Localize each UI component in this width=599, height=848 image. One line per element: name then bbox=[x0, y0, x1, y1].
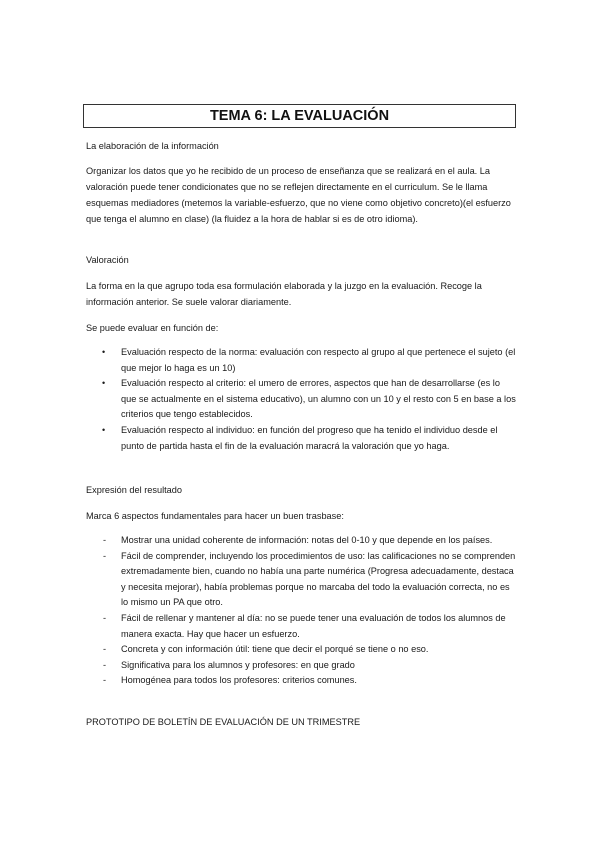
evaluation-types-list bbox=[86, 345, 516, 454]
dash-icon: - bbox=[103, 550, 107, 561]
paragraph-valoracion: La forma en la que agrupo toda esa formulación elaborada y la juzgo en la evaluación. Recoge la información anterior. Se suele valorar diariamente. bbox=[86, 281, 482, 307]
list-item bbox=[86, 611, 516, 642]
list-item-text: Evaluación respecto al individuo: en función del progreso que ha tenido el individuo desde el punto de partida hasta el fin de la evaluación maracrá la valoración que yo haga. bbox=[121, 424, 498, 451]
list-item-text: Significativa para los alumnos y profesores: en que grado bbox=[121, 659, 355, 670]
list-item-text: Evaluación respecto de la norma: evaluación con respecto al grupo al que pertenece el sujeto (el que mejor lo haga es un 10) bbox=[121, 347, 516, 373]
page-title: TEMA 6: LA EVALUACIÓN bbox=[83, 104, 516, 128]
bullet-icon: • bbox=[102, 378, 106, 389]
section-heading-valoracion: Valoración bbox=[86, 255, 129, 265]
dash-icon: - bbox=[103, 675, 107, 686]
list-item bbox=[86, 533, 516, 549]
dash-icon: - bbox=[103, 612, 107, 623]
dash-icon: - bbox=[103, 659, 107, 670]
list-item bbox=[86, 658, 516, 674]
list-item-text: Fácil de comprender, incluyendo los procedimientos de uso: las calificaciones no se comprenden extremadamente bien, cuando no había una parte numérica (Progresa adecuadamente, destaca y necesita mejorar), había problemas porque no marcaba del todo la evaluación correcta, no es lo mismo un PA que otro. bbox=[121, 550, 516, 608]
list-item-text: Mostrar una unidad coherente de información: notas del 0-10 y que depende en los países. bbox=[121, 535, 493, 545]
aspects-list bbox=[86, 533, 516, 689]
list-item-text: Fácil de rellenar y mantener al día: no se puede tener una evaluación de todos los alumnos de manera exacta. Hay que hacer un esfuerzo. bbox=[121, 612, 506, 639]
section-heading-resultado: Expresión del resultado bbox=[86, 485, 183, 495]
list-item bbox=[86, 642, 516, 658]
list-item bbox=[86, 376, 516, 423]
list-item bbox=[86, 423, 516, 454]
list-item bbox=[86, 673, 516, 689]
paragraph-elaboracion: Organizar los datos que yo he recibido de un proceso de enseñanza que se realizará en el aula. La valoración puede tener condicionates que no se reflejen directamente en el curriculum. Se le llama esquemas mediadores (metemos la variable-esfuerzo, que no viene como objetivo concreto)(el esfuerzo que tenga el alumno en clase) (la fluidez a la hora de hablar si es de otro idioma). bbox=[86, 166, 511, 224]
list-item-text: Evaluación respecto al criterio: el umero de errores, aspectos que han de desarrollarse (es lo que se actualmente en el sistema educativo), un alumno con un 10 y el resto con 5 en base a los criterios que tengo establecidos. bbox=[121, 378, 516, 420]
bullet-icon: • bbox=[102, 347, 106, 357]
list-item-text: Concreta y con información útil: tiene que decir el porqué se tiene o no eso. bbox=[121, 644, 429, 655]
evaluation-intro: Se puede evaluar en función de: bbox=[86, 323, 219, 333]
dash-icon: - bbox=[103, 644, 107, 655]
section-heading-elaboracion: La elaboración de la información bbox=[86, 141, 219, 151]
list-item bbox=[86, 549, 516, 611]
resultado-intro: Marca 6 aspectos fundamentales para hacer un buen trasbase: bbox=[86, 511, 344, 521]
bullet-icon: • bbox=[102, 424, 106, 435]
list-item bbox=[86, 345, 516, 376]
footer-heading: PROTOTIPO DE BOLETÍN DE EVALUACIÓN DE UN TRIMESTRE bbox=[86, 717, 361, 727]
dash-icon: - bbox=[103, 535, 107, 545]
list-item-text: Homogénea para todos los profesores: criterios comunes. bbox=[121, 675, 357, 686]
